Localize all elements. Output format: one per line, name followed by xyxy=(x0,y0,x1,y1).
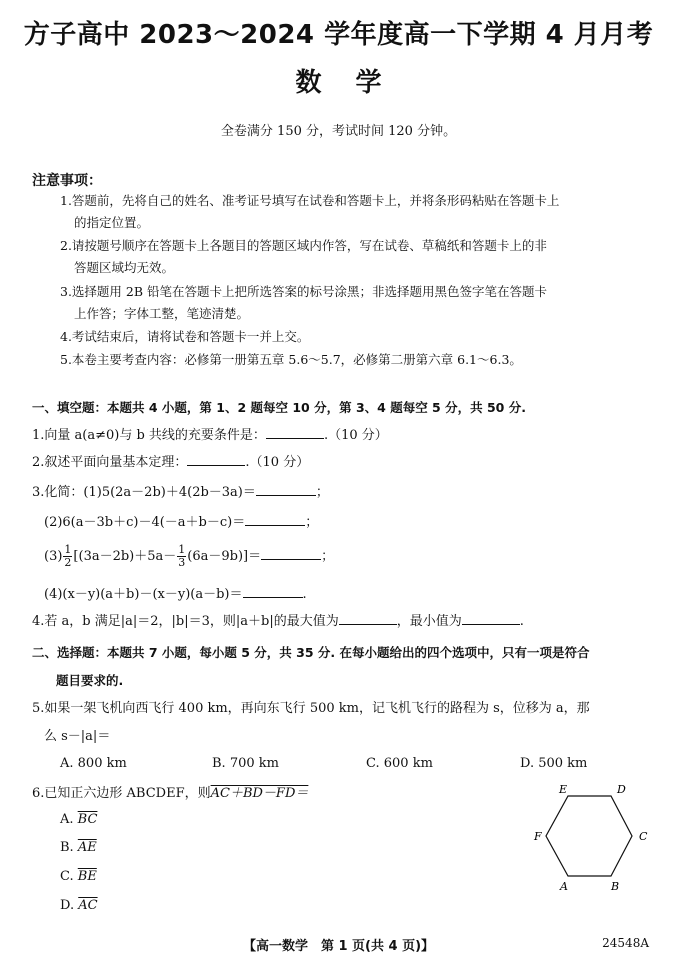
exam-title: 方子高中 2023～2024 学年度高一下学期 4 月月考 xyxy=(23,20,654,50)
fraction-one-third: $\frac{1}{3}$ xyxy=(178,543,186,569)
vertex-label-e: E xyxy=(559,783,568,796)
question-3-2: (2)6(a－3b＋c)－4(－a＋b－c)＝ ； xyxy=(44,515,319,530)
notice-item-3: 3.选择题用 2B 铅笔在答题卡上把所选答案的标号涂黑；非选择题用黑色签字笔在答题卡 上作答；字体工整，笔迹清楚。 xyxy=(60,284,548,321)
q5-option-a: A. 800 km xyxy=(60,756,127,771)
vertex-label-b: B xyxy=(611,880,620,893)
page-footer: 【高一数学 第 1 页(共 4 页)】 xyxy=(242,939,435,954)
q6-option-d: D. $\overline{AC}$ xyxy=(60,898,98,913)
vertex-label-d: D xyxy=(617,783,626,796)
question-4: 4.若 a，b 满足|a|＝2，|b|＝3，则|a＋b|的最大值为 ，最小值为 . xyxy=(32,614,524,629)
paper-code: 24548A xyxy=(602,936,649,950)
answer-blank xyxy=(256,483,316,496)
answer-blank xyxy=(243,585,303,598)
vertex-label-a: A xyxy=(560,880,568,893)
question-3-4: (4)(x－y)(a＋b)－(x－y)(a－b)＝ . xyxy=(44,587,307,602)
q6-option-b: B. $\overline{AE}$ xyxy=(60,840,97,855)
notice-item-1: 1.答题前，先将自己的姓名、准考证号填写在试卷和答题卡上，并将条形码粘贴在答题卡上 的指定位置。 xyxy=(60,193,560,230)
subject-title: 数学 xyxy=(295,68,416,98)
q5-option-b: B. 700 km xyxy=(212,756,279,771)
question-3-1: 3.化简：(1)5(2a－2b)＋4(2b－3a)＝ ； xyxy=(32,485,329,500)
answer-blank xyxy=(266,426,324,439)
notice-item-2: 2.请按题号顺序在答题卡上各题目的答题区域内作答，写在试卷、草稿纸和答题卡上的非 答题区域均无效。 xyxy=(60,238,547,275)
notice-item-4: 4.考试结束后，请将试卷和答题卡一并上交。 xyxy=(60,329,310,344)
answer-blank xyxy=(187,453,245,466)
hexagon-shape xyxy=(546,796,632,876)
q5-option-d: D. 500 km xyxy=(520,756,588,771)
question-6: 6.已知正六边形 ABCDEF，则AC＋BD－FD＝ xyxy=(32,786,309,801)
answer-blank xyxy=(339,612,397,625)
answer-blank xyxy=(245,513,305,526)
fraction-one-half: $\frac{1}{2}$ xyxy=(64,543,72,569)
question-1: 1.向量 a(a≠0)与 b 共线的充要条件是： .（10 分） xyxy=(32,428,388,443)
section-2-heading: 二、选择题：本题共 7 小题，每小题 5 分，共 35 分. 在每小题给出的四个选项中，只有一项是符合 题目要求的. xyxy=(32,645,590,688)
vertex-label-f: F xyxy=(534,830,542,843)
question-3-3: (3) $\frac{1}{2}$ [(3a－2b)＋5a－ $\frac{1}{3}$ (6a－9b)]＝ ； xyxy=(44,543,335,569)
answer-blank xyxy=(462,612,520,625)
q6-option-c: C. $\overline{BE}$ xyxy=(60,869,97,884)
question-5: 5.如果一架飞机向西飞行 400 km，再向东飞行 500 km，记飞机飞行的路程为 s，位移为 a，那 么 s－|a|＝ xyxy=(32,701,590,744)
answer-blank xyxy=(261,547,321,560)
section-1-heading: 一、填空题：本题共 4 小题，第 1、2 题每空 10 分，第 3、4 题每空 5 分，共 50 分. xyxy=(32,400,526,415)
exam-info: 全卷满分 150 分，考试时间 120 分钟。 xyxy=(220,124,457,139)
question-2: 2.叙述平面向量基本定理： .（10 分） xyxy=(32,455,310,470)
hexagon-figure xyxy=(526,780,656,895)
q5-option-c: C. 600 km xyxy=(366,756,433,771)
q6-option-a: A. $\overline{BC}$ xyxy=(60,812,98,827)
notice-item-5: 5.本卷主要考查内容：必修第一册第五章 5.6～5.7，必修第二册第六章 6.1～6.3。 xyxy=(60,352,522,367)
notice-heading: 注意事项： xyxy=(32,173,102,189)
vertex-label-c: C xyxy=(639,830,648,843)
